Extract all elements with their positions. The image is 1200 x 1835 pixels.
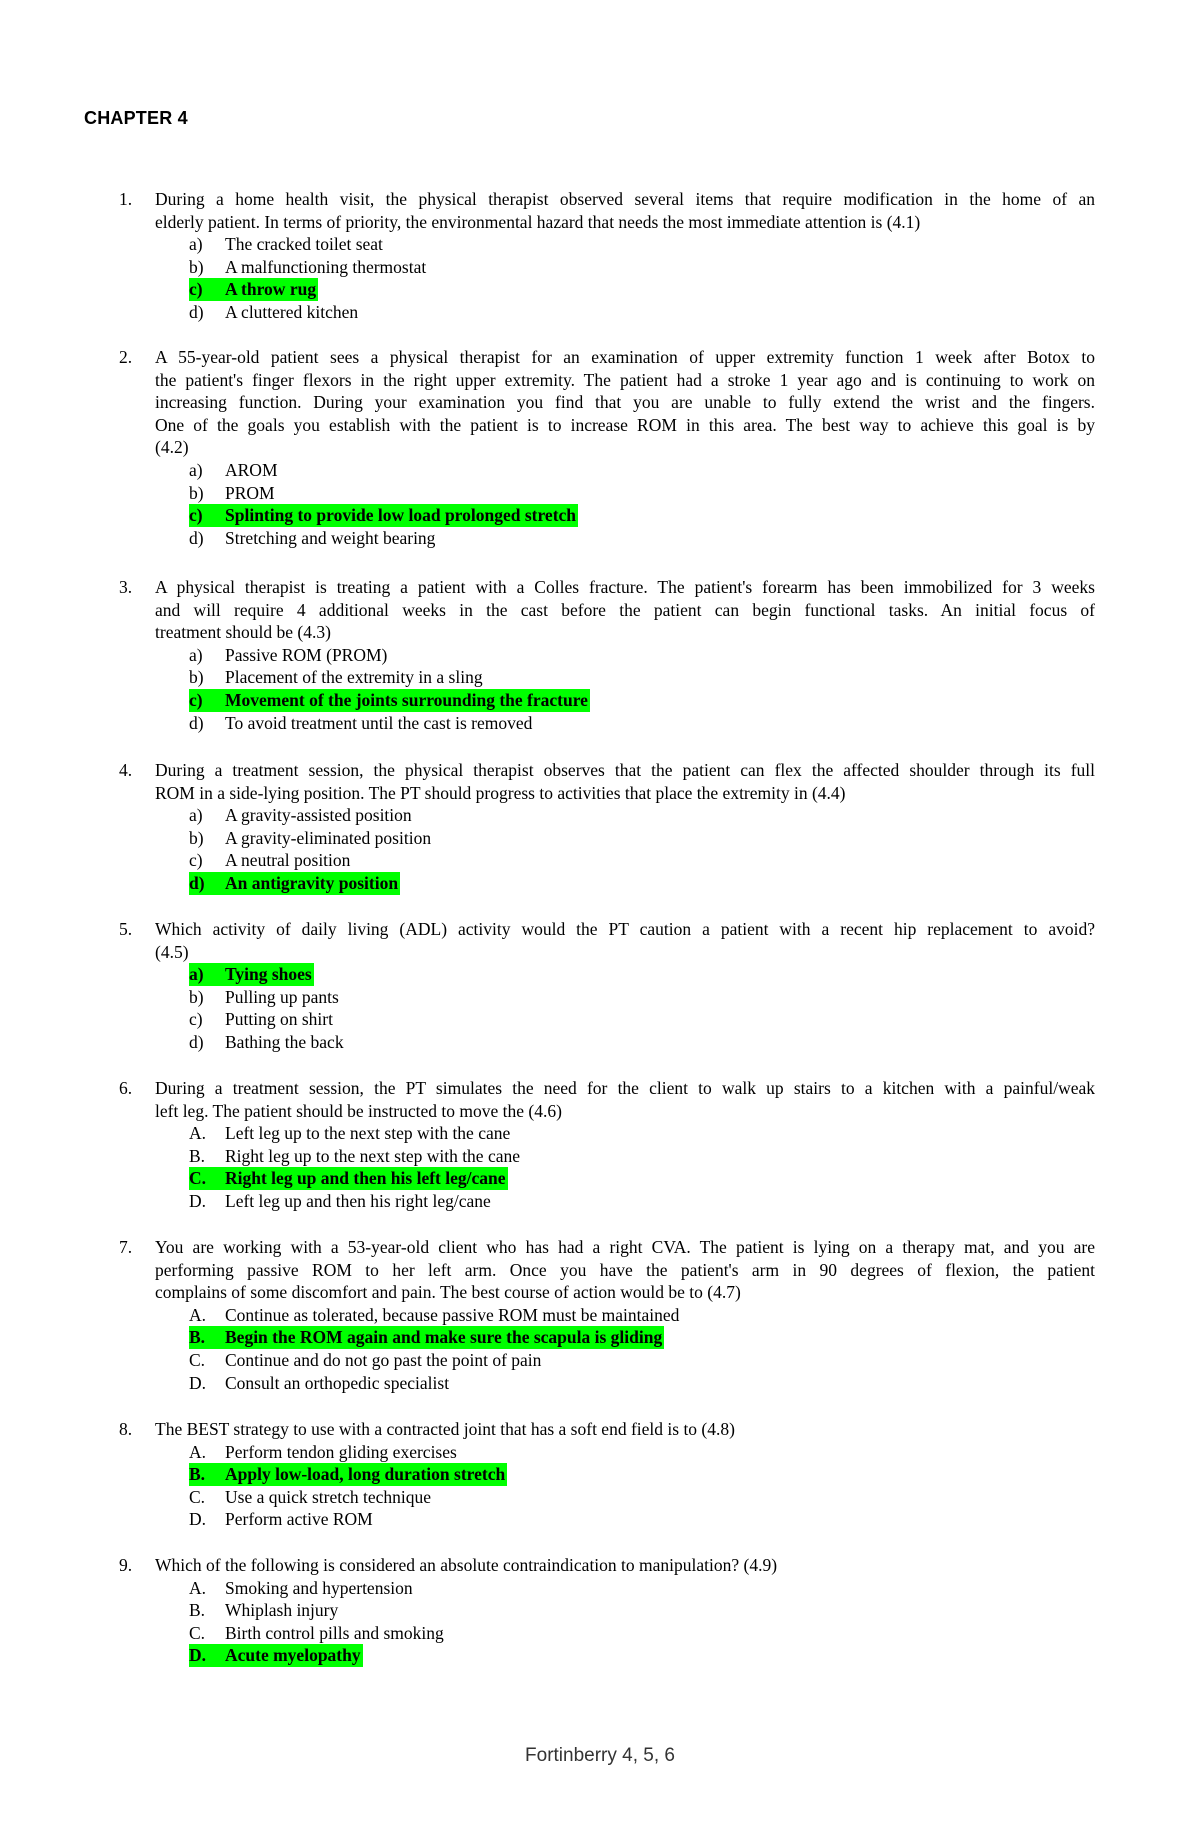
correct-answer-highlight: [189, 504, 578, 527]
option-text: Left leg up and then his right leg/cane: [225, 1190, 491, 1211]
answer-option: [189, 986, 344, 1009]
answer-option: [189, 849, 431, 872]
question-number: 8.: [119, 1419, 133, 1439]
option-label: A.: [189, 1577, 207, 1598]
option-label: d): [189, 712, 204, 733]
option-text: Movement of the joints surrounding the fracture: [225, 689, 588, 710]
option-label: d): [189, 527, 204, 548]
question-number: 6.: [119, 1078, 133, 1098]
answer-option: [189, 527, 578, 550]
answer-options: [189, 963, 344, 1053]
option-label: d): [189, 872, 205, 893]
question-line: A physical therapist is treating a patient with a Colles fracture. The patient's forearm has been immobilized for 3 weeks: [155, 577, 1095, 597]
question-text: [155, 1236, 1095, 1304]
option-text: Passive ROM (PROM): [225, 644, 388, 665]
option-text: Stretching and weight bearing: [225, 527, 436, 548]
option-label: D.: [189, 1372, 207, 1393]
answer-option: [189, 1599, 444, 1622]
option-text: An antigravity position: [225, 872, 399, 893]
correct-answer-highlight: [189, 1326, 664, 1349]
option-label: b): [189, 256, 204, 277]
question-line: Which activity of daily living (ADL) activity would the PT caution a patient with a recent hip replacement to avoid?: [155, 919, 1095, 939]
answer-option: [189, 1190, 520, 1213]
option-label: B.: [189, 1600, 206, 1621]
question-number: 9.: [119, 1555, 133, 1575]
option-text: Consult an orthopedic specialist: [225, 1372, 450, 1393]
question-text: [155, 346, 1095, 459]
question-line: performing passive ROM to her left arm. Once you have the patient's arm in 90 degrees of flexion, the patient: [155, 1259, 1095, 1280]
question-line: One of the goals you establish with the patient is to increase ROM in this area. The best way to achieve this goal is by: [155, 414, 1095, 435]
question-line: During a home health visit, the physical therapist observed several items that require modification in the home of an: [155, 189, 1095, 209]
question-line: and will require 4 additional weeks in the cast before the patient can begin functional tasks. An initial focus of: [155, 599, 1095, 620]
question-line: (4.5): [155, 941, 189, 962]
option-text: Putting on shirt: [225, 1009, 333, 1030]
option-label: D.: [189, 1645, 207, 1666]
correct-answer-highlight: [189, 963, 314, 986]
option-text: Bathing the back: [225, 1031, 344, 1052]
question-line: treatment should be (4.3): [155, 622, 331, 643]
answer-options: [189, 644, 590, 734]
question-line: left leg. The patient should be instructed to move the (4.6): [155, 1100, 562, 1121]
option-label: c): [189, 1009, 203, 1030]
answer-option: [189, 1304, 679, 1327]
option-label: B.: [189, 1464, 206, 1485]
answer-option: [189, 482, 578, 505]
answer-option-correct: [189, 872, 431, 895]
option-label: B.: [189, 1327, 206, 1348]
option-text: Right leg up and then his left leg/cane: [225, 1168, 506, 1189]
option-text: A malfunctioning thermostat: [225, 256, 427, 277]
correct-answer-highlight: [189, 689, 590, 712]
option-text: Perform active ROM: [225, 1509, 373, 1530]
question-text: [155, 576, 1095, 644]
answer-option: [189, 1145, 520, 1168]
option-text: Apply low-load, long duration stretch: [225, 1464, 506, 1485]
answer-option: [189, 301, 426, 324]
option-text: A throw rug: [225, 279, 317, 300]
option-label: a): [189, 805, 203, 826]
option-label: a): [189, 964, 204, 985]
answer-option: [189, 712, 590, 735]
option-label: c): [189, 505, 203, 526]
option-text: Begin the ROM again and make sure the scapula is gliding: [225, 1327, 663, 1348]
question-line: elderly patient. In terms of priority, the environmental hazard that needs the most immediate attention is (4.1): [155, 211, 921, 232]
answer-option: [189, 1441, 507, 1464]
question-text: [155, 1077, 1095, 1122]
question-number: 2.: [119, 347, 133, 367]
option-label: D.: [189, 1190, 207, 1211]
option-text: AROM: [225, 460, 278, 480]
question-number: 7.: [119, 1237, 133, 1257]
answer-options: [189, 233, 426, 323]
question-line: (4.2): [155, 437, 189, 458]
question-text: [155, 188, 1095, 233]
option-label: C.: [189, 1168, 207, 1189]
option-text: Continue and do not go past the point of pain: [225, 1349, 542, 1370]
answer-options: [189, 804, 431, 894]
question-line: Which of the following is considered an absolute contraindication to manipulation? (4.9): [155, 1555, 778, 1575]
option-label: d): [189, 1031, 204, 1052]
answer-option: [189, 1508, 507, 1531]
question-line: A 55-year-old patient sees a physical therapist for an examination of upper extremity function 1 week after Botox to: [155, 347, 1095, 367]
chapter-title: CHAPTER 4: [84, 108, 188, 128]
question-line: During a treatment session, the physical therapist observes that the patient can flex the affected shoulder through its full: [155, 760, 1095, 780]
question-number: 1.: [119, 189, 133, 209]
answer-option: [189, 256, 426, 279]
question-text: [155, 918, 1095, 963]
answer-option: [189, 1372, 679, 1395]
answer-option-correct: [189, 504, 578, 527]
answer-option: [189, 804, 431, 827]
option-text: Tying shoes: [225, 964, 312, 985]
option-text: A neutral position: [225, 850, 351, 871]
option-text: Splinting to provide low load prolonged stretch: [225, 505, 577, 526]
option-label: B.: [189, 1145, 206, 1166]
option-text: A gravity-eliminated position: [225, 827, 432, 848]
question-text: [155, 1418, 1095, 1441]
option-text: Placement of the extremity in a sling: [225, 667, 483, 688]
option-text: Pulling up pants: [225, 986, 339, 1007]
answer-option-correct: [189, 1326, 679, 1349]
option-label: b): [189, 986, 204, 1007]
answer-options: [189, 1304, 679, 1394]
correct-answer-highlight: [189, 1167, 508, 1190]
answer-option: [189, 1349, 679, 1372]
question-line: During a treatment session, the PT simulates the need for the client to walk up stairs to a kitchen with a painful/weak: [155, 1078, 1095, 1098]
option-label: A.: [189, 1441, 207, 1462]
option-text: Right leg up to the next step with the cane: [225, 1145, 521, 1166]
answer-option-correct: [189, 1644, 444, 1667]
option-text: To avoid treatment until the cast is removed: [225, 712, 533, 733]
option-label: b): [189, 482, 204, 503]
option-text: The cracked toilet seat: [225, 234, 383, 255]
option-label: b): [189, 667, 204, 688]
option-label: A.: [189, 1304, 207, 1325]
answer-option-correct: [189, 1167, 520, 1190]
option-text: Whiplash injury: [225, 1600, 339, 1621]
option-label: a): [189, 644, 203, 665]
question-number: 4.: [119, 760, 133, 780]
option-label: c): [189, 279, 203, 300]
question-number: 3.: [119, 577, 133, 597]
answer-options: [189, 1122, 520, 1212]
option-label: A.: [189, 1123, 207, 1144]
answer-option-correct: [189, 1463, 507, 1486]
answer-option: [189, 1122, 520, 1145]
question-line: You are working with a 53-year-old client who has had a right CVA. The patient is lying on a therapy mat, and you are: [155, 1237, 1095, 1257]
answer-option: [189, 459, 578, 482]
correct-answer-highlight: [189, 1644, 363, 1667]
answer-options: [189, 1577, 444, 1667]
option-text: Smoking and hypertension: [225, 1577, 413, 1598]
page-footer: Fortinberry 4, 5, 6: [525, 1745, 675, 1766]
answer-options: [189, 1441, 507, 1531]
question-line: The BEST strategy to use with a contracted joint that has a soft end field is to (4.8): [155, 1419, 735, 1439]
option-label: c): [189, 689, 203, 710]
correct-answer-highlight: [189, 872, 400, 895]
question-text: [155, 759, 1095, 804]
answer-option-correct: [189, 963, 344, 986]
option-label: a): [189, 460, 203, 480]
question-text: [155, 1554, 1095, 1577]
question-line: increasing function. During your examination you find that you are unable to fully extend the wrist and the fingers.: [155, 392, 1095, 413]
option-label: C.: [189, 1486, 206, 1507]
option-label: C.: [189, 1622, 206, 1643]
answer-option: [189, 1031, 344, 1054]
option-label: C.: [189, 1349, 206, 1370]
answer-option: [189, 1486, 507, 1509]
answer-option: [189, 666, 590, 689]
answer-option: [189, 827, 431, 850]
question-line: ROM in a side-lying position. The PT should progress to activities that place the extremity in (4.4): [155, 782, 846, 803]
answer-option: [189, 1622, 444, 1645]
option-label: c): [189, 850, 203, 871]
question-line: the patient's finger flexors in the right upper extremity. The patient had a stroke 1 year ago and is continuing to work on: [155, 369, 1095, 390]
option-label: d): [189, 301, 204, 322]
question-line: complains of some discomfort and pain. The best course of action would be to (4.7): [155, 1282, 741, 1303]
answer-option: [189, 233, 426, 256]
answer-option: [189, 644, 590, 667]
option-text: A cluttered kitchen: [225, 301, 359, 322]
answer-option-correct: [189, 278, 426, 301]
option-text: Acute myelopathy: [225, 1645, 361, 1666]
option-text: Use a quick stretch technique: [225, 1486, 432, 1507]
answer-option-correct: [189, 689, 590, 712]
option-label: D.: [189, 1509, 207, 1530]
answer-options: [189, 459, 578, 549]
answer-option: [189, 1577, 444, 1600]
correct-answer-highlight: [189, 1463, 507, 1486]
option-text: Perform tendon gliding exercises: [225, 1441, 457, 1462]
option-text: Birth control pills and smoking: [225, 1622, 444, 1643]
option-label: a): [189, 234, 203, 255]
option-label: b): [189, 827, 204, 848]
answer-option: [189, 1008, 344, 1031]
option-text: A gravity-assisted position: [225, 805, 412, 826]
option-text: Continue as tolerated, because passive ROM must be maintained: [225, 1304, 680, 1325]
option-text: Left leg up to the next step with the cane: [225, 1123, 511, 1144]
option-text: PROM: [225, 482, 275, 503]
correct-answer-highlight: [189, 278, 318, 301]
question-number: 5.: [119, 919, 133, 939]
